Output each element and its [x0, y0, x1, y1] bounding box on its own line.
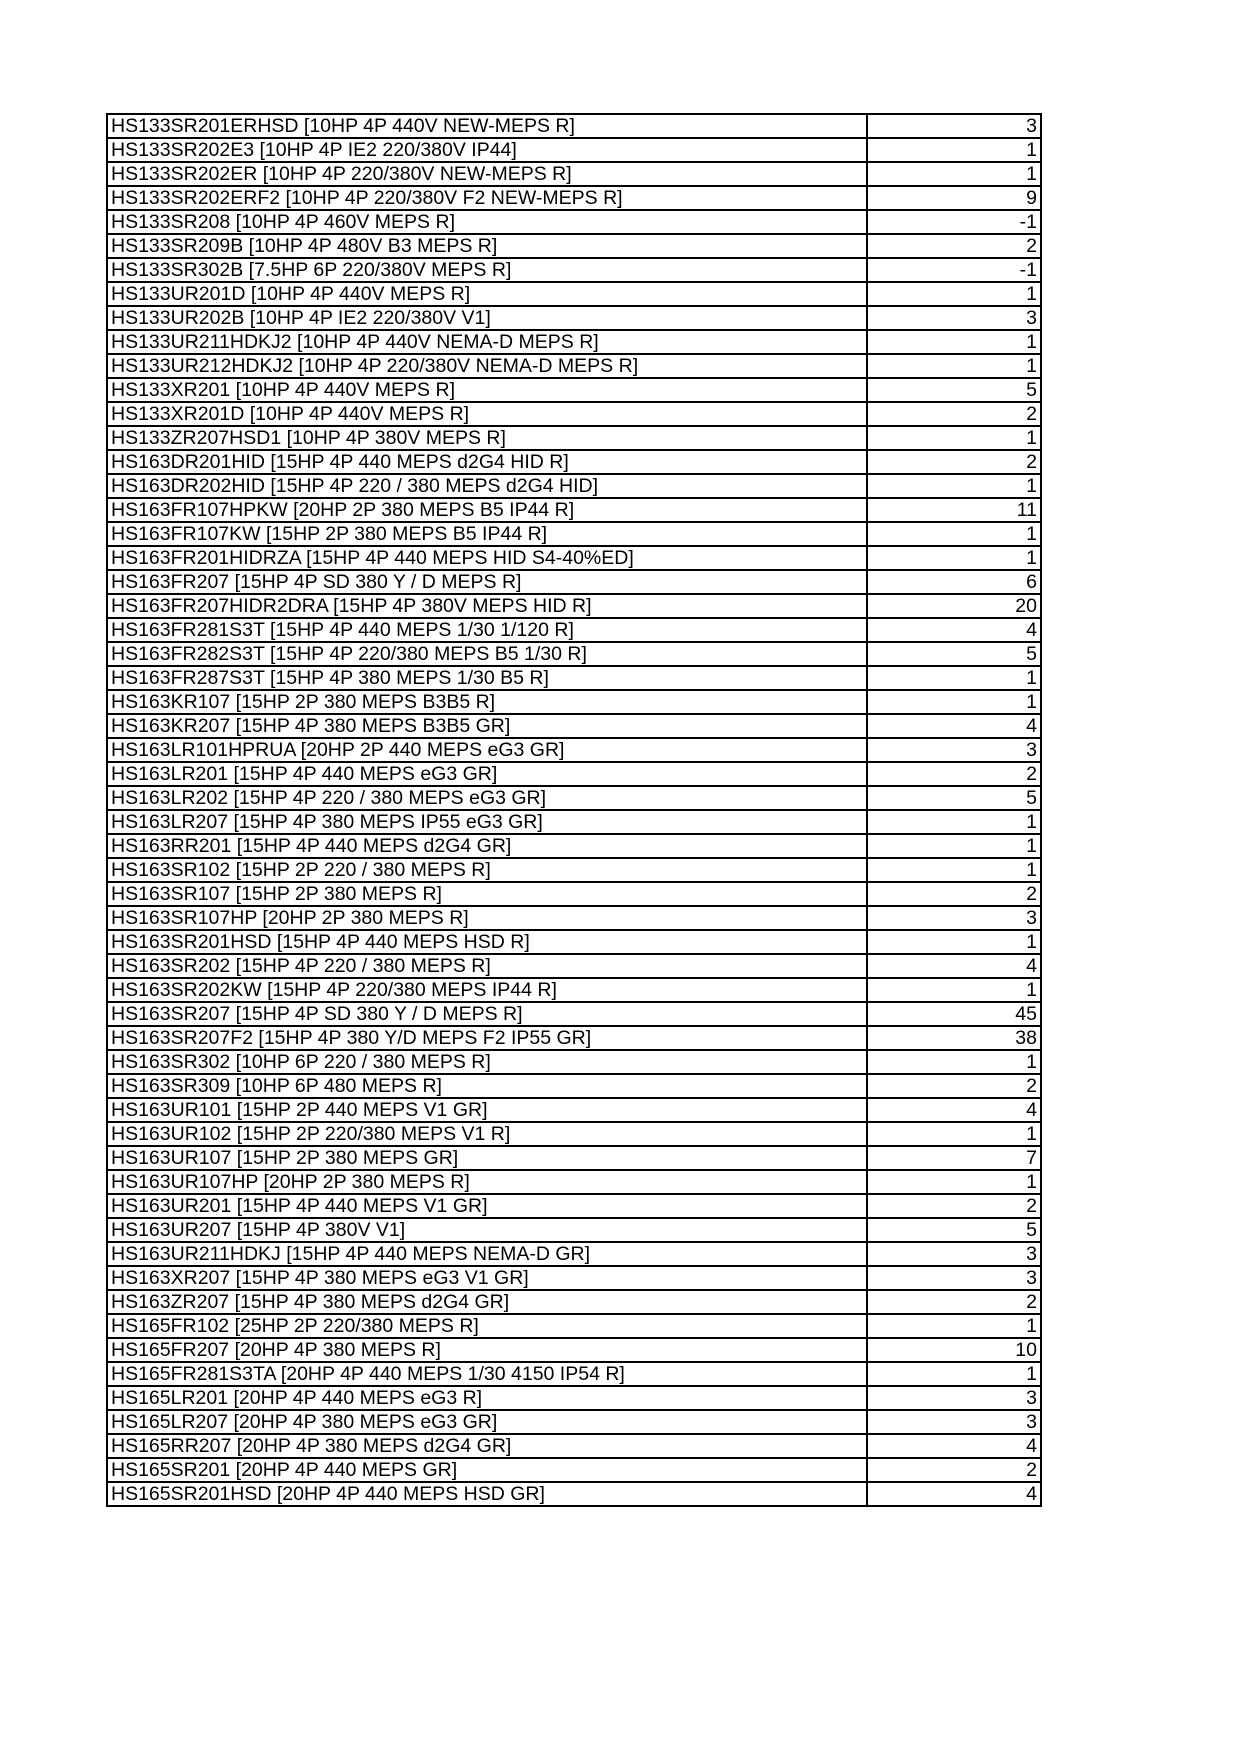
item-quantity-cell: 1	[867, 978, 1041, 1002]
table-row	[107, 138, 1041, 162]
table-row	[107, 1290, 1041, 1314]
item-description-cell: HS163FR282S3T [15HP 4P 220/380 MEPS B5 1/30 R]	[107, 642, 867, 666]
table-row	[107, 666, 1041, 690]
item-description-cell: HS163DR202HID [15HP 4P 220 / 380 MEPS d2G4 HID]	[107, 474, 867, 498]
item-description-cell: HS133UR212HDKJ2 [10HP 4P 220/380V NEMA-D MEPS R]	[107, 354, 867, 378]
item-description-cell: HS133XR201D [10HP 4P 440V MEPS R]	[107, 402, 867, 426]
item-description-cell: HS163LR207 [15HP 4P 380 MEPS IP55 eG3 GR]	[107, 810, 867, 834]
item-description-cell: HS165FR281S3TA [20HP 4P 440 MEPS 1/30 4150 IP54 R]	[107, 1362, 867, 1386]
item-quantity-cell: 1	[867, 858, 1041, 882]
item-description-cell: HS163SR309 [10HP 6P 480 MEPS R]	[107, 1074, 867, 1098]
table-row	[107, 1098, 1041, 1122]
item-quantity-cell: 1	[867, 1314, 1041, 1338]
item-quantity-cell: 1	[867, 522, 1041, 546]
item-quantity-cell: 2	[867, 882, 1041, 906]
item-description-cell: HS163UR102 [15HP 2P 220/380 MEPS V1 R]	[107, 1122, 867, 1146]
item-description-cell: HS163SR107 [15HP 2P 380 MEPS R]	[107, 882, 867, 906]
item-quantity-cell: 2	[867, 234, 1041, 258]
table-row	[107, 834, 1041, 858]
table-row	[107, 1386, 1041, 1410]
item-quantity-cell: 1	[867, 930, 1041, 954]
item-description-cell: HS163FR107KW [15HP 2P 380 MEPS B5 IP44 R]	[107, 522, 867, 546]
table-row	[107, 498, 1041, 522]
item-description-cell: HS163FR201HIDRZA [15HP 4P 440 MEPS HID S4-40%ED]	[107, 546, 867, 570]
item-quantity-cell: 5	[867, 642, 1041, 666]
item-description-cell: HS163XR207 [15HP 4P 380 MEPS eG3 V1 GR]	[107, 1266, 867, 1290]
item-quantity-cell: 2	[867, 450, 1041, 474]
item-quantity-cell: 2	[867, 1194, 1041, 1218]
item-quantity-cell: 10	[867, 1338, 1041, 1362]
item-quantity-cell: 45	[867, 1002, 1041, 1026]
item-description-cell: HS133SR202E3 [10HP 4P IE2 220/380V IP44]	[107, 138, 867, 162]
item-quantity-cell: 4	[867, 618, 1041, 642]
item-quantity-cell: 4	[867, 1098, 1041, 1122]
item-quantity-cell: 1	[867, 810, 1041, 834]
item-quantity-cell: 2	[867, 762, 1041, 786]
item-quantity-cell: 1	[867, 426, 1041, 450]
item-description-cell: HS163SR202KW [15HP 4P 220/380 MEPS IP44 R]	[107, 978, 867, 1002]
table-row	[107, 1122, 1041, 1146]
item-quantity-cell: 5	[867, 786, 1041, 810]
item-quantity-cell: -1	[867, 258, 1041, 282]
item-description-cell: HS163SR207F2 [15HP 4P 380 Y/D MEPS F2 IP55 GR]	[107, 1026, 867, 1050]
table-row	[107, 1266, 1041, 1290]
table-row	[107, 810, 1041, 834]
item-description-cell: HS163UR107HP [20HP 2P 380 MEPS R]	[107, 1170, 867, 1194]
item-quantity-cell: 1	[867, 354, 1041, 378]
table-row	[107, 738, 1041, 762]
table-row	[107, 618, 1041, 642]
item-description-cell: HS163UR107 [15HP 2P 380 MEPS GR]	[107, 1146, 867, 1170]
item-description-cell: HS165SR201 [20HP 4P 440 MEPS GR]	[107, 1458, 867, 1482]
item-description-cell: HS163UR201 [15HP 4P 440 MEPS V1 GR]	[107, 1194, 867, 1218]
item-description-cell: HS165LR201 [20HP 4P 440 MEPS eG3 R]	[107, 1386, 867, 1410]
item-quantity-cell: 2	[867, 402, 1041, 426]
table-row	[107, 1050, 1041, 1074]
table-row	[107, 1170, 1041, 1194]
inventory-table	[106, 113, 1042, 1507]
item-description-cell: HS133SR209B [10HP 4P 480V B3 MEPS R]	[107, 234, 867, 258]
table-row	[107, 1194, 1041, 1218]
table-row	[107, 546, 1041, 570]
item-quantity-cell: 3	[867, 1386, 1041, 1410]
table-row	[107, 882, 1041, 906]
table-row	[107, 570, 1041, 594]
item-quantity-cell: 3	[867, 738, 1041, 762]
item-description-cell: HS163RR201 [15HP 4P 440 MEPS d2G4 GR]	[107, 834, 867, 858]
item-description-cell: HS133UR202B [10HP 4P IE2 220/380V V1]	[107, 306, 867, 330]
table-row	[107, 210, 1041, 234]
item-description-cell: HS165SR201HSD [20HP 4P 440 MEPS HSD GR]	[107, 1482, 867, 1506]
table-row	[107, 282, 1041, 306]
item-quantity-cell: 6	[867, 570, 1041, 594]
table-row	[107, 642, 1041, 666]
item-description-cell: HS133SR302B [7.5HP 6P 220/380V MEPS R]	[107, 258, 867, 282]
table-row	[107, 1482, 1041, 1506]
item-quantity-cell: 1	[867, 162, 1041, 186]
table-row	[107, 1458, 1041, 1482]
item-description-cell: HS163UR207 [15HP 4P 380V V1]	[107, 1218, 867, 1242]
item-quantity-cell: 2	[867, 1074, 1041, 1098]
item-description-cell: HS133UR211HDKJ2 [10HP 4P 440V NEMA-D MEPS R]	[107, 330, 867, 354]
item-quantity-cell: 1	[867, 282, 1041, 306]
item-description-cell: HS163UR101 [15HP 2P 440 MEPS V1 GR]	[107, 1098, 867, 1122]
item-description-cell: HS133SR208 [10HP 4P 460V MEPS R]	[107, 210, 867, 234]
item-quantity-cell: 5	[867, 378, 1041, 402]
table-row	[107, 426, 1041, 450]
item-quantity-cell: 3	[867, 114, 1041, 138]
item-description-cell: HS163FR207 [15HP 4P SD 380 Y / D MEPS R]	[107, 570, 867, 594]
item-quantity-cell: 2	[867, 1458, 1041, 1482]
item-description-cell: HS163SR202 [15HP 4P 220 / 380 MEPS R]	[107, 954, 867, 978]
table-row	[107, 1026, 1041, 1050]
item-description-cell: HS165RR207 [20HP 4P 380 MEPS d2G4 GR]	[107, 1434, 867, 1458]
table-row	[107, 186, 1041, 210]
item-quantity-cell: 1	[867, 1050, 1041, 1074]
item-description-cell: HS165LR207 [20HP 4P 380 MEPS eG3 GR]	[107, 1410, 867, 1434]
table-row	[107, 306, 1041, 330]
item-description-cell: HS163DR201HID [15HP 4P 440 MEPS d2G4 HID R]	[107, 450, 867, 474]
item-quantity-cell: 1	[867, 666, 1041, 690]
table-row	[107, 378, 1041, 402]
item-quantity-cell: 1	[867, 1122, 1041, 1146]
item-quantity-cell: 9	[867, 186, 1041, 210]
item-quantity-cell: 1	[867, 474, 1041, 498]
table-row	[107, 978, 1041, 1002]
item-quantity-cell: 4	[867, 954, 1041, 978]
item-quantity-cell: 4	[867, 714, 1041, 738]
item-description-cell: HS133SR201ERHSD [10HP 4P 440V NEW-MEPS R]	[107, 114, 867, 138]
item-quantity-cell: 3	[867, 1266, 1041, 1290]
item-quantity-cell: 5	[867, 1218, 1041, 1242]
item-quantity-cell: 1	[867, 834, 1041, 858]
item-quantity-cell: 1	[867, 138, 1041, 162]
item-quantity-cell: 3	[867, 1242, 1041, 1266]
item-quantity-cell: 1	[867, 1170, 1041, 1194]
item-description-cell: HS163FR107HPKW [20HP 2P 380 MEPS B5 IP44 R]	[107, 498, 867, 522]
item-quantity-cell: 1	[867, 546, 1041, 570]
table-row	[107, 1314, 1041, 1338]
table-row	[107, 858, 1041, 882]
item-quantity-cell: 11	[867, 498, 1041, 522]
item-quantity-cell: 2	[867, 1290, 1041, 1314]
item-description-cell: HS163KR207 [15HP 4P 380 MEPS B3B5 GR]	[107, 714, 867, 738]
table-row	[107, 1146, 1041, 1170]
item-description-cell: HS163LR201 [15HP 4P 440 MEPS eG3 GR]	[107, 762, 867, 786]
item-quantity-cell: 38	[867, 1026, 1041, 1050]
table-row	[107, 714, 1041, 738]
table-row	[107, 258, 1041, 282]
inventory-table-body	[107, 114, 1041, 1506]
item-description-cell: HS163LR101HPRUA [20HP 2P 440 MEPS eG3 GR]	[107, 738, 867, 762]
item-description-cell: HS163SR207 [15HP 4P SD 380 Y / D MEPS R]	[107, 1002, 867, 1026]
item-description-cell: HS163FR207HIDR2DRA [15HP 4P 380V MEPS HID R]	[107, 594, 867, 618]
table-row	[107, 954, 1041, 978]
table-row	[107, 114, 1041, 138]
item-description-cell: HS163FR281S3T [15HP 4P 440 MEPS 1/30 1/120 R]	[107, 618, 867, 642]
item-quantity-cell: 1	[867, 1362, 1041, 1386]
table-row	[107, 594, 1041, 618]
table-row	[107, 450, 1041, 474]
table-row	[107, 522, 1041, 546]
item-description-cell: HS165FR102 [25HP 2P 220/380 MEPS R]	[107, 1314, 867, 1338]
table-row	[107, 906, 1041, 930]
item-description-cell: HS163FR287S3T [15HP 4P 380 MEPS 1/30 B5 R]	[107, 666, 867, 690]
item-quantity-cell: 3	[867, 306, 1041, 330]
table-row	[107, 234, 1041, 258]
item-quantity-cell: 7	[867, 1146, 1041, 1170]
table-row	[107, 1242, 1041, 1266]
table-row	[107, 1434, 1041, 1458]
inventory-sheet	[106, 113, 1040, 1507]
item-description-cell: HS163SR107HP [20HP 2P 380 MEPS R]	[107, 906, 867, 930]
item-quantity-cell: 1	[867, 690, 1041, 714]
table-row	[107, 762, 1041, 786]
item-description-cell: HS163UR211HDKJ [15HP 4P 440 MEPS NEMA-D GR]	[107, 1242, 867, 1266]
table-row	[107, 354, 1041, 378]
table-row	[107, 402, 1041, 426]
table-row	[107, 690, 1041, 714]
table-row	[107, 474, 1041, 498]
table-row	[107, 786, 1041, 810]
item-description-cell: HS163SR102 [15HP 2P 220 / 380 MEPS R]	[107, 858, 867, 882]
item-description-cell: HS163SR302 [10HP 6P 220 / 380 MEPS R]	[107, 1050, 867, 1074]
table-row	[107, 1362, 1041, 1386]
item-description-cell: HS133SR202ER [10HP 4P 220/380V NEW-MEPS R]	[107, 162, 867, 186]
table-row	[107, 330, 1041, 354]
table-row	[107, 1410, 1041, 1434]
item-quantity-cell: 4	[867, 1482, 1041, 1506]
item-quantity-cell: 20	[867, 594, 1041, 618]
item-quantity-cell: 1	[867, 330, 1041, 354]
table-row	[107, 1074, 1041, 1098]
item-description-cell: HS133UR201D [10HP 4P 440V MEPS R]	[107, 282, 867, 306]
table-row	[107, 1218, 1041, 1242]
item-description-cell: HS165FR207 [20HP 4P 380 MEPS R]	[107, 1338, 867, 1362]
item-quantity-cell: 3	[867, 1410, 1041, 1434]
item-description-cell: HS133XR201 [10HP 4P 440V MEPS R]	[107, 378, 867, 402]
item-description-cell: HS163SR201HSD [15HP 4P 440 MEPS HSD R]	[107, 930, 867, 954]
table-row	[107, 162, 1041, 186]
item-description-cell: HS163LR202 [15HP 4P 220 / 380 MEPS eG3 GR]	[107, 786, 867, 810]
item-description-cell: HS163KR107 [15HP 2P 380 MEPS B3B5 R]	[107, 690, 867, 714]
item-description-cell: HS133ZR207HSD1 [10HP 4P 380V MEPS R]	[107, 426, 867, 450]
item-quantity-cell: 3	[867, 906, 1041, 930]
item-quantity-cell: -1	[867, 210, 1041, 234]
item-description-cell: HS163ZR207 [15HP 4P 380 MEPS d2G4 GR]	[107, 1290, 867, 1314]
table-row	[107, 1002, 1041, 1026]
item-description-cell: HS133SR202ERF2 [10HP 4P 220/380V F2 NEW-MEPS R]	[107, 186, 867, 210]
table-row	[107, 1338, 1041, 1362]
item-quantity-cell: 4	[867, 1434, 1041, 1458]
table-row	[107, 930, 1041, 954]
